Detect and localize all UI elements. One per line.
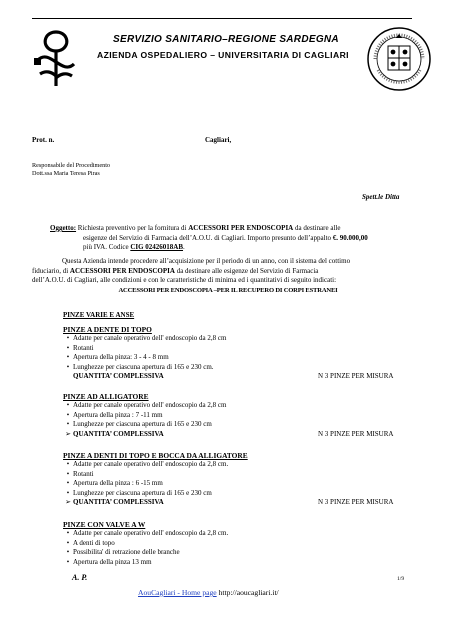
list-item: Lunghezze per ciascuna apertura di 165 e 230 cm xyxy=(73,420,212,428)
list-item: Possibilita' di retrazione delle branche xyxy=(73,548,180,556)
intro-line2a: fiduciario, di xyxy=(32,266,70,275)
addressee: Spett.le Ditta xyxy=(362,193,400,201)
bullet-icon: • xyxy=(66,479,70,487)
responsabile-block xyxy=(32,162,110,178)
bullet-icon: • xyxy=(66,410,70,419)
oggetto-text-1c: da destinare alle xyxy=(293,224,341,232)
intro-line2b: ACCESSORI PER ENDOSCOPIA xyxy=(69,266,175,275)
bullet-icon: • xyxy=(66,548,70,556)
list-item: Apertura della pinza : 7 -11 mm xyxy=(73,410,163,419)
bullet-icon: • xyxy=(66,460,70,468)
prot-label: Prot. n. xyxy=(32,136,55,144)
bullet-icon: • xyxy=(66,401,70,409)
list-item: Apertura della pinza : 6 -15 mm xyxy=(73,479,163,487)
list-item: Adatte per canale operativo dell' endoscopio da 2,8 cm. xyxy=(73,529,229,537)
list-item: Adatte per canale operativo dell' endoscopio da 2,8 cm xyxy=(73,401,227,409)
home-page-link[interactable]: AouCagliari - Home page xyxy=(138,588,217,597)
footer-link xyxy=(138,588,279,597)
footer-initials: A. P. xyxy=(72,573,88,582)
oggetto-text-3c: . xyxy=(183,243,185,251)
arrow-bullet-icon: ➢ xyxy=(65,429,71,438)
accessori-heading: ACCESSORI PER ENDOSCOPIA –PER IL RECUPERO DI CORPI ESTRANEI xyxy=(118,286,338,294)
home-url[interactable]: http://aoucagliari.it/ xyxy=(218,588,279,597)
list-item: Lunghezze per ciascuna apertura di 165 e 230 cm xyxy=(73,488,212,497)
bullet-icon: • xyxy=(66,538,70,547)
bullet-icon: • xyxy=(66,488,70,497)
qty-value: N 3 PINZE PER MISURA xyxy=(318,429,394,438)
oggetto-text-1b: ACCESSORI PER ENDOSCOPIA xyxy=(188,224,294,232)
city-label: Cagliari, xyxy=(205,136,232,144)
section-title: PINZE A DENTE DI TOPO xyxy=(63,325,152,334)
oggetto-text-3a: più IVA. Codice xyxy=(83,243,131,251)
oggetto-text-1a: Richiesta preventivo per la fornitura di xyxy=(77,224,189,232)
section-title: PINZE CON VALVE A W xyxy=(63,520,146,529)
responsabile-line2: Dott.ssa Maria Teresa Piras xyxy=(32,170,100,177)
bullet-icon: • xyxy=(66,334,70,342)
section-title: PINZE A DENTI DI TOPO E BOCCA DA ALLIGATORE xyxy=(63,451,248,460)
section-pinze-alligatore xyxy=(63,392,423,439)
bullet-icon: • xyxy=(66,529,70,537)
intro-line1: Questa Azienda intende procedere all’acquisizione per il periodo di un anno, con il sistema del cottimo xyxy=(62,257,351,265)
oggetto-block xyxy=(50,224,422,253)
group-heading: PINZE VARIE E ANSE xyxy=(63,311,135,319)
list-item: Apertura della pinza: 3 - 4 - 8 mm xyxy=(73,353,169,361)
oggetto-text-2a: esigenze del Servizio di Farmacia dell’A.O.U. di Cagliari. Importo presunto dell’appalto xyxy=(83,233,333,242)
section-pinze-dente-topo xyxy=(63,325,423,382)
oggetto-cig: CIG 02426018AB xyxy=(130,243,184,251)
list-item: Lunghezze per ciascuna apertura di 165 e 230 cm. xyxy=(73,362,214,371)
oggetto-label: Oggetto: xyxy=(50,224,77,232)
top-rule xyxy=(32,18,412,19)
section-title: PINZE AD ALLIGATORE xyxy=(63,392,149,401)
section-pinze-denti-topo-alligatore xyxy=(63,451,423,508)
bullet-icon: • xyxy=(66,469,70,478)
qty-value: N 3 PINZE PER MISURA xyxy=(318,498,394,506)
arrow-bullet-icon: ➢ xyxy=(65,498,71,506)
list-item: Rotanti xyxy=(73,343,94,352)
qty-value: N 3 PINZE PER MISURA xyxy=(318,372,394,380)
list-item: Adatte per canale operativo dell' endoscopio da 2,8 cm xyxy=(73,334,227,342)
header-subtitle: AZIENDA OSPEDALIERO – UNIVERSITARIA DI CAGLIARI xyxy=(97,50,349,60)
bullet-icon: • xyxy=(66,557,70,566)
qty-label: QUANTITA’ COMPLESSIVA xyxy=(73,498,164,506)
bullet-icon: • xyxy=(66,362,70,371)
intro-paragraph xyxy=(32,257,424,295)
list-item: Rotanti xyxy=(73,469,94,478)
qty-label: QUANTITA’ COMPLESSIVA xyxy=(73,372,164,380)
intro-line2c: da destinare alle esigenze del Servizio di Farmacia xyxy=(174,266,319,275)
page-number: 1/9 xyxy=(397,576,405,582)
bullet-icon: • xyxy=(66,420,70,428)
list-item: Adatte per canale operativo dell' endoscopio da 2,8 cm. xyxy=(73,460,229,468)
bullet-icon: • xyxy=(66,353,70,361)
bullet-icon: • xyxy=(66,343,70,352)
header-title: SERVIZIO SANITARIO–REGIONE SARDEGNA xyxy=(113,34,339,45)
list-item: A denti di topo xyxy=(73,538,115,547)
section-pinze-valve-w xyxy=(63,520,423,567)
list-item: Apertura della pinza 13 mm xyxy=(73,557,152,566)
qty-label: QUANTITA’ COMPLESSIVA xyxy=(73,429,164,438)
oggetto-amount: €. 90.000,00 xyxy=(332,233,368,242)
responsabile-line1: Responsabile del Procedimento xyxy=(32,162,111,169)
intro-line3: dell’A.O.U. di Cagliari, alle condizioni e con le caratteristiche di minima ed i quantitativi di seguito indicati: xyxy=(32,276,337,284)
